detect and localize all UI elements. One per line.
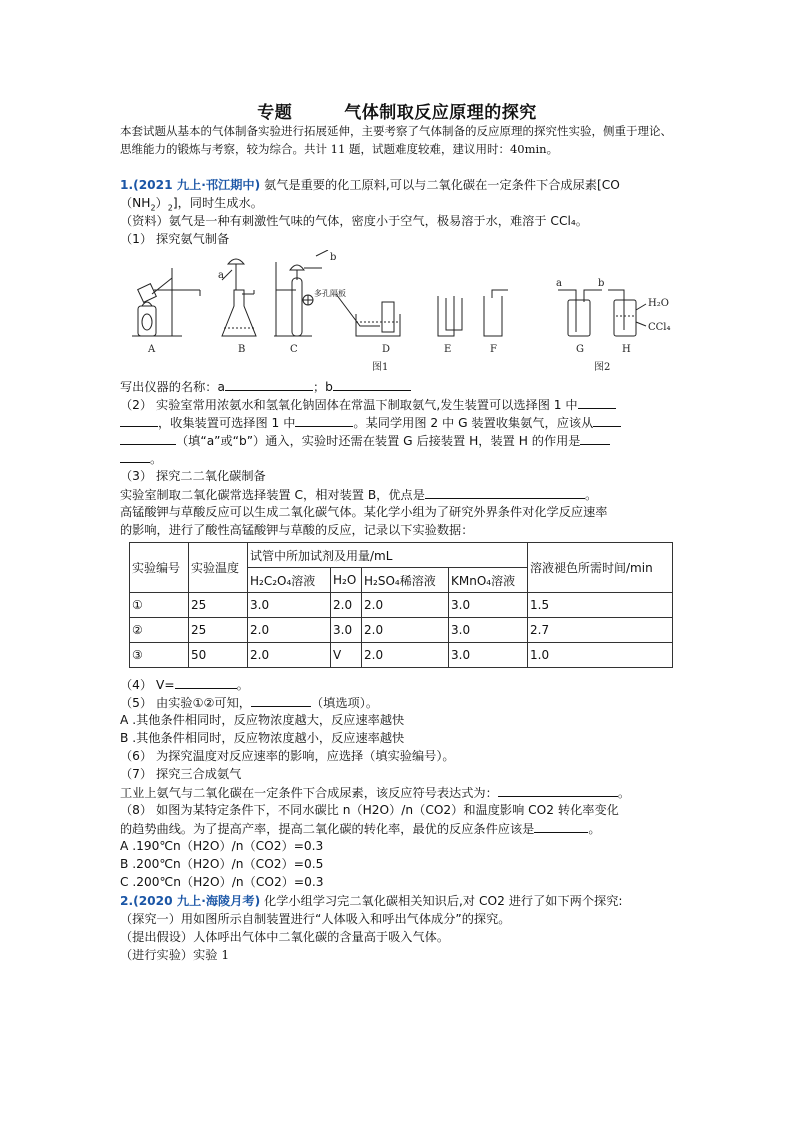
label-E: E [444, 344, 452, 355]
th-c1: H₂C₂O₄溶液 [248, 568, 331, 593]
label-D: D [382, 344, 391, 355]
q2-line3: （提出假设）人体呼出气体中二氧化碳的含量高于吸入气体。 [120, 930, 450, 944]
label-C: C [290, 344, 298, 355]
label-a2: a [556, 278, 562, 289]
q1-part6: （6） 为探究温度对反应速率的影响，应选择（填实验编号）。 [120, 749, 455, 763]
experiment-table [129, 542, 673, 668]
label-a: a [218, 270, 224, 281]
q1-instrument-line: 写出仪器的名称：a ；b [120, 378, 411, 396]
label-H: H [622, 344, 631, 355]
q1-choice-C[interactable]: C .200℃n（H2O）/n（CO2）=0.3 [120, 875, 324, 889]
table-row: ③ 50 2.0 V 2.0 3.0 1.0 [130, 643, 673, 668]
q2-source: (2020 九上·海陵月考) [133, 894, 261, 908]
q1-part2-line4: 。 [120, 450, 162, 468]
apparatus-A [132, 268, 200, 336]
blank-part8[interactable] [534, 820, 588, 833]
q1-part7-heading: （7） 探究三合成氨气 [120, 767, 242, 781]
label-h2o: H₂O [648, 298, 669, 309]
q1-part8-line2: 的趋势曲线。为了提高产率，提高二氧化碳的转化率，最优的反应条件应该是 。 [120, 822, 601, 836]
blank-part2-4[interactable] [593, 414, 621, 427]
blank-a[interactable] [225, 378, 313, 391]
q2-number: 2. [120, 894, 134, 908]
title-main: 气体制取反应原理的探究 [344, 103, 537, 123]
q1-part5: （5） 由实验①②可知， （填选项）。 [120, 696, 379, 710]
label-b: b [330, 252, 337, 263]
blank-part7[interactable] [498, 784, 618, 797]
q2-stem: 2.(2020 九上·海陵月考) 化学小组学习完二氧化碳相关知识后,对 CO2 进行了如下两个探究: [120, 894, 623, 908]
blank-part2-3[interactable] [295, 414, 353, 427]
q1-part1-heading: （1） 探究氨气制备 [120, 232, 230, 246]
q1-part2-line3: （填“a”或“b”）通入，实验时还需在装置 G 后接装置 H，装置 H 的作用是 [120, 432, 610, 450]
apparatus-G [558, 290, 602, 336]
q1-part8-line1: （8） 如图为某特定条件下，不同水碳比 n（H2O）/n（CO2）和温度影响 CO2 转化率变化 [120, 803, 619, 817]
q1-choice-A[interactable]: A .190℃n（H2O）/n（CO2）=0.3 [120, 839, 324, 853]
q1-part3-line1: 实验室制取二氧化碳常选择装置 C，相对装置 B，优点是 。 [120, 488, 598, 502]
label-G: G [576, 344, 584, 355]
label-ccl4: CCl₄ [648, 322, 671, 333]
q1-stem-line2: $(NH_2)_2$]，同时生成水。 [120, 196, 263, 213]
table-row: ① 25 3.0 2.0 2.0 3.0 1.5 [130, 593, 673, 618]
q1-part3-line2: 高锰酸钾与草酸反应可以生成二氧化碳气体。某化学小组为了研究外界条件对化学反应速率 [120, 505, 608, 519]
label-porous-plate: 多孔隔板 [314, 289, 346, 298]
apparatus-H [608, 290, 646, 336]
q1-source: (2021 九上·邗江期中) [133, 178, 261, 192]
blank-part2-1[interactable] [578, 396, 616, 409]
q1-stem-line1: 1.(2021 九上·邗江期中) 氨气是重要的化工原料,可以与二氧化碳在一定条件下合成尿素[CO [120, 178, 620, 192]
apparatus-D [336, 294, 400, 336]
q1-material: （资料）氨气是一种有刺激性气味的气体，密度小于空气，极易溶于水，难溶于 CCl₄。 [120, 214, 588, 228]
page-title [0, 98, 794, 123]
blank-part3[interactable] [425, 486, 585, 499]
blank-part4[interactable] [175, 676, 237, 689]
title-prefix: 专题 [257, 103, 293, 123]
table-row: ② 25 2.0 3.0 2.0 3.0 2.7 [130, 618, 673, 643]
q1-option-B[interactable]: B .其他条件相同时，反应物浓度越小，反应速率越快 [120, 731, 405, 745]
blank-part5[interactable] [251, 694, 311, 707]
fig1-caption: 图1 [372, 362, 389, 373]
th-temp: 实验温度 [189, 543, 248, 593]
blank-part2-5[interactable] [120, 432, 176, 445]
apparatus-F [484, 290, 508, 336]
th-c4: KMnO₄溶液 [449, 568, 528, 593]
label-b2: b [598, 278, 605, 289]
apparatus-figure [124, 250, 672, 374]
q1-part3-line3: 的影响，进行了酸性高锰酸钾与草酸的反应，记录以下实验数据： [120, 523, 474, 537]
th-time: 溶液褪色所需时间/min [528, 543, 673, 593]
th-c2: H₂O [331, 568, 362, 593]
fig2-caption: 图2 [594, 362, 611, 373]
q1-option-A[interactable]: A .其他条件相同时，反应物浓度越大，反应速率越快 [120, 713, 405, 727]
blank-part2-6[interactable] [580, 432, 610, 445]
th-c3: H₂SO₄稀溶液 [362, 568, 449, 593]
th-group: 试管中所加试剂及用量/mL [248, 543, 528, 568]
q1-part2-line2: ，收集装置可选择图 1 中 。某同学用图 2 中 G 装置收集氨气，应该从 [120, 414, 621, 432]
label-F: F [490, 344, 497, 355]
q1-choice-B[interactable]: B .200℃n（H2O）/n（CO2）=0.5 [120, 857, 324, 871]
intro-paragraph: 本套试题从基本的气体制备实验进行拓展延伸，主要考察了气体制备的反应原理的探究性实验，侧重于理论、思维能力的锻炼与考察，较为综合。共计 11 题，试题难度较难，建议用时：40min。 [120, 124, 672, 156]
label-A: A [148, 344, 156, 355]
th-no: 实验编号 [130, 543, 189, 593]
q2-line4: （进行实验）实验 1 [120, 948, 230, 962]
blank-b[interactable] [333, 378, 411, 391]
apparatus-E [438, 296, 462, 336]
label-B: B [238, 344, 246, 355]
apparatus-B [222, 259, 256, 336]
q1-part2-line1: （2） 实验室常用浓氨水和氢氧化钠固体在常温下制取氨气,发生装置可以选择图 1 中 [120, 396, 616, 414]
q1-part4: （4） V= 。 [120, 678, 249, 692]
blank-part2-2[interactable] [120, 414, 158, 427]
q2-line2: （探究一）用如图所示自制装置进行“人体吸入和呼出气体成分”的探究。 [120, 912, 511, 926]
q1-part3-heading: （3） 探究二二氧化碳制备 [120, 469, 266, 483]
q1-number: 1. [120, 178, 134, 192]
q1-part7-line: 工业上氨气与二氧化碳在一定条件下合成尿素，该反应符号表达式为： 。 [120, 786, 630, 800]
blank-part2-7[interactable] [120, 450, 150, 463]
